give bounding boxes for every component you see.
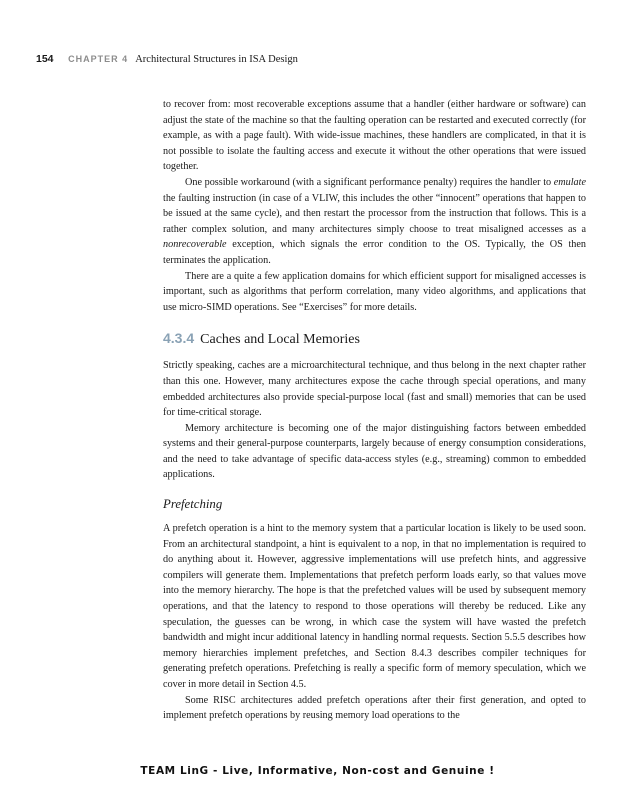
- section-heading: [163, 329, 586, 349]
- emphasis-text: emulate: [553, 176, 586, 188]
- section-number: 4.3.4: [163, 330, 195, 347]
- section-title: Caches and Local Memories: [200, 332, 360, 348]
- page-number: 154: [36, 53, 54, 65]
- paragraph: There are a quite a few application domains for which efficient support for misaligned accesses is important, such as algorithms that perform correlation, many video algorithms, and applications that use micro-SIMD operations. See “Exercises” for more details.: [163, 270, 586, 313]
- footer-banner: TEAM LinG - Live, Informative, Non-cost and Genuine !: [140, 765, 495, 777]
- paragraph-text: exception, which signals the error condition to the OS. Typically, the OS then terminates the application.: [163, 239, 586, 266]
- emphasis-text: nonrecoverable: [163, 239, 227, 251]
- chapter-label: CHAPTER 4: [68, 54, 129, 64]
- paragraph-text: the faulting instruction (in case of a VLIW, this includes the other “innocent” operations that happen to be issued at the same cycle), and then restart the processor from the instruction that follows. This is a rather complex solution, and many architectures simply choose to treat misaligned accesses as a: [163, 192, 586, 235]
- paragraph: Memory architecture is becoming one of the major distinguishing factors between embedded systems and their general-purpose counterparts, largely because of energy consumption considerations, and the need to take advantage of specific data-access styles (e.g., streaming) common to embedded applications.: [163, 422, 586, 481]
- running-head: [36, 52, 298, 67]
- paragraph: A prefetch operation is a hint to the memory system that a particular location is likely to be used soon. From an architectural standpoint, a hint is equivalent to a nop, in that no implementation is required to do anything about it. However, aggressive implementations will use prefetch hints, and aggressive compilers will generate them. Implementations that prefetch perform loads early, so that values move into the memory hierarchy. The hope is that the prefetched values will be used by subsequent memory operations, and that the latency to respond to those operations will thereby be reduced. Like any speculation, the guesses can be wrong, in which case the system will have wasted the prefetch bandwidth and might incur additional latency in handling normal requests. Section 5.5.5 describes how memory hierarchies implement prefetches, and Section 8.4.3 describes compiler techniques for generating prefetch operations. Prefetching is really a specific form of memory speculation, which we cover in more detail in Section 4.5.: [163, 523, 586, 690]
- paragraph: [163, 175, 586, 269]
- paragraph: Some RISC architectures added prefetch operations after their first generation, and opted to implement prefetch operations by reusing memory load operations to the: [163, 694, 586, 722]
- page-body: [163, 97, 586, 724]
- paragraph: to recover from: most recoverable exceptions assume that a handler (either hardware or software) can adjust the state of the machine so that the faulting operation can be restarted and executed correctly (for example, as with a page fault). With wide-issue machines, these handlers are complicated, in that it is not possible to isolate the faulting access and execute it without the other operations that were issued together.: [163, 99, 586, 173]
- subsection-heading: Prefetching: [163, 497, 223, 512]
- chapter-title: Architectural Structures in ISA Design: [135, 54, 298, 65]
- paragraph: Strictly speaking, caches are a microarchitectural technique, and thus belong in the next chapter rather than this one. However, many architectures expose the cache through special operations, and many embedded architectures also provide special-purpose local (fast and small) memories that can be used for time-critical storage.: [163, 360, 586, 419]
- paragraph-text: One possible workaround (with a significant performance penalty) requires the handler to: [185, 176, 554, 188]
